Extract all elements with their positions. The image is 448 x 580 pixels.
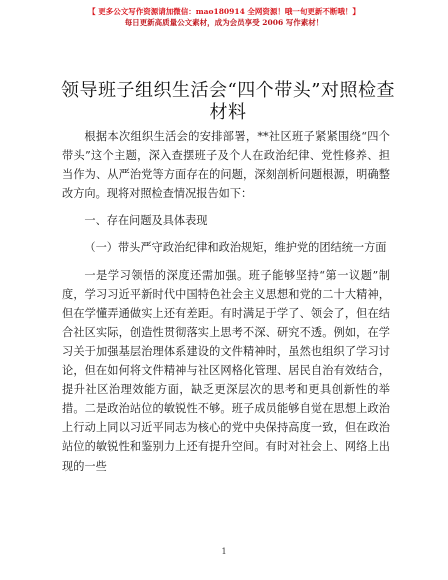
section-heading: 一、存在问题及具体表现 xyxy=(84,214,208,228)
page-number: 1 xyxy=(221,547,227,556)
document-title: 领导班子组织生活会“四个带头”对照检查材料 xyxy=(61,80,395,123)
document-body xyxy=(62,127,390,476)
intro-paragraph: 根据本次组织生活会的安排部署，**社区班子紧紧围绕“四个带头”这个主题，深入查摆班子及个人在政治纪律、党性修养、担当作为、从严治党等方面存在的问题，深刻剖析问题根源，明确整改方向。现将对照检查情况报告如下： xyxy=(62,130,390,201)
body-paragraph: 一是学习领悟的深度还需加强。班子能够坚持“第一议题”制度，学习习近平新时代中国特色社会主义思想和党的二十大精神，但在学懂弄通做实上还有差距。有时满足于学了、领会了，但在结合社区实际，创造性贯彻落实上思考不深、研究不透。例如，在学习关于加强基层治理体系建设的文件精神时，虽然也组织了学习讨论，但在如何将文件精神与社区网格化管理、居民自治有效结合，提升社区治理效能方面，缺乏更深层次的思考和更具创新性的举措。二是政治站位的敏锐性不够。班子成员能够自觉在思想上政治上行动上同以习近平同志为核心的党中央保持高度一致，但在政治站位的敏锐性和鉴别力上还有提升空间。有时对社会上、网络上出现的一些 xyxy=(62,268,390,473)
promo-banner-line-1: 【 更多公文写作资源请加微信：mao180914 全网资源！哦一旬更新不断哦！】 xyxy=(88,7,360,16)
subsection-heading: （一）带头严守政治纪律和政治规矩，维护党的团结统一方面 xyxy=(84,241,387,255)
promo-banner-line-2: 每日更新高质量公文素材，成为会员享受 2006 写作素材！ xyxy=(124,18,324,27)
